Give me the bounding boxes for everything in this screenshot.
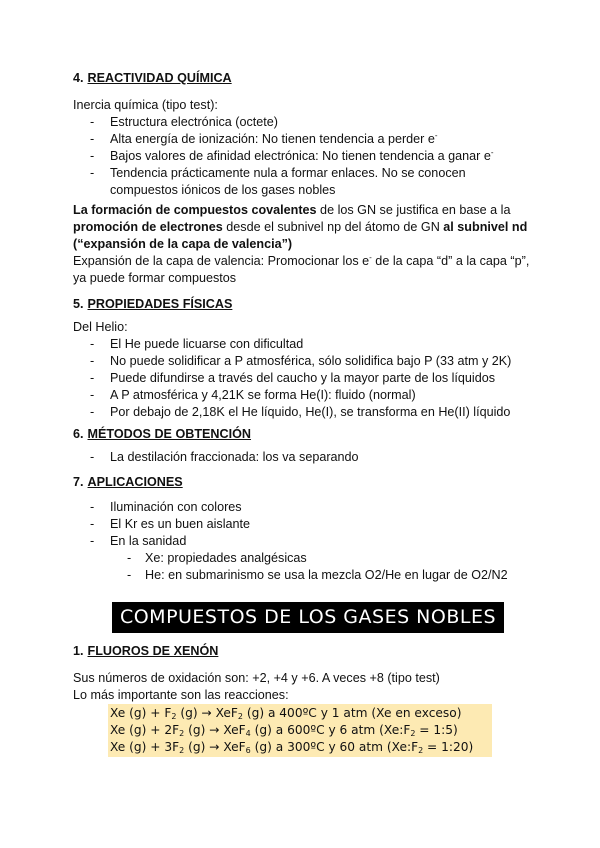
section-banner: COMPUESTOS DE LOS GASES NOBLES [112, 602, 504, 633]
s4-paragraph-1: La formación de compuestos covalentes de los GN se justifica en base a la promoción de electrones desde el subnivel np del átomo de GN al subnivel nd (“expansión de la capa de valencia”) [73, 203, 528, 251]
section-6-heading: 6. MÉTODOS DE OBTENCIÓN [73, 427, 252, 441]
s5-intro: Del Helio: [73, 320, 128, 334]
list-item: - El Kr es un buen aislante [73, 516, 543, 533]
s5-list [73, 336, 543, 421]
list-item: - Por debajo de 2,18K el He líquido, He(I), se transforma en He(II) líquido [73, 404, 543, 421]
s1-line-2: Lo más importante son las reacciones: [73, 688, 289, 702]
reaction-3: Xe $(g) + 3F_2$ (g) → XeF$_6$ (g) a 300ºC y 60 atm ($Xe:F_2$ = 1:20) [110, 740, 474, 755]
section-7-title: APLICACIONES [87, 475, 183, 489]
list-item: - Puede difundirse a través del caucho y la mayor parte de los líquidos [73, 370, 543, 387]
list-item: - No puede solidificar a P atmosférica, sólo solidifica bajo P (33 atm y 2K) [73, 353, 543, 370]
reactions-highlight [108, 704, 492, 757]
list-item: - He: en submarinismo se usa la mezcla O2/He en lugar de O2/N2 [73, 567, 543, 584]
reaction-1: Xe $(g) + F_2$ (g) → XeF$_2$ (g) a 400ºC y 1 atm (Xe en exceso) [110, 706, 462, 721]
s4-paragraph-2: Expansión de la capa de valencia: Promocionar los e- de la capa “d” a la capa “p”, ya puede formar compuestos [73, 253, 530, 285]
list-item: - La destilación fraccionada: los va separando [73, 449, 543, 466]
section-1-title: FLUOROS DE XENÓN [87, 644, 219, 658]
list-item: - Tendencia prácticamente nula a formar enlaces. No se conocen compuestos iónicos de los gases nobles [73, 165, 543, 199]
list-item: - A P atmosférica y 4,21K se forma He(I): fluido (normal) [73, 387, 543, 404]
s7-sublist [73, 550, 543, 584]
s1-line-1: Sus números de oxidación son: +2, +4 y +6. A veces +8 (tipo test) [73, 671, 440, 685]
list-item: - Alta energía de ionización: No tienen tendencia a perder e- [73, 131, 543, 148]
list-item: - Estructura electrónica (octete) [73, 114, 543, 131]
list-item: - En la sanidad [73, 533, 543, 550]
list-item: - Xe: propiedades analgésicas [73, 550, 543, 567]
list-item: - Iluminación con colores [73, 499, 543, 516]
list-item: - El He puede licuarse con dificultad [73, 336, 543, 353]
reaction-2: Xe $(g) + 2F_2$ (g) → XeF$_4$ (g) a 600ºC y 6 atm ($Xe:F_2$ = 1:5) [110, 723, 458, 738]
s7-list [73, 499, 543, 550]
section-5-heading: 5. PROPIEDADES FÍSICAS [73, 297, 233, 311]
document-page [73, 70, 543, 757]
section-7-heading: 7. APLICACIONES [73, 475, 183, 489]
section-4-title: REACTIVIDAD QUÍMICA [87, 71, 232, 85]
s4-list [73, 114, 543, 199]
banner-wrap [73, 602, 543, 633]
list-item: - Bajos valores de afinidad electrónica: No tienen tendencia a ganar e- [73, 148, 543, 165]
section-1-heading: 1. FLUOROS DE XENÓN [73, 644, 219, 658]
s6-list [73, 449, 543, 466]
section-5-title: PROPIEDADES FÍSICAS [87, 297, 233, 311]
s4-intro: Inercia química (tipo test): [73, 98, 218, 112]
section-6-title: MÉTODOS DE OBTENCIÓN [87, 427, 252, 441]
section-4-heading: 4. REACTIVIDAD QUÍMICA [73, 71, 232, 85]
